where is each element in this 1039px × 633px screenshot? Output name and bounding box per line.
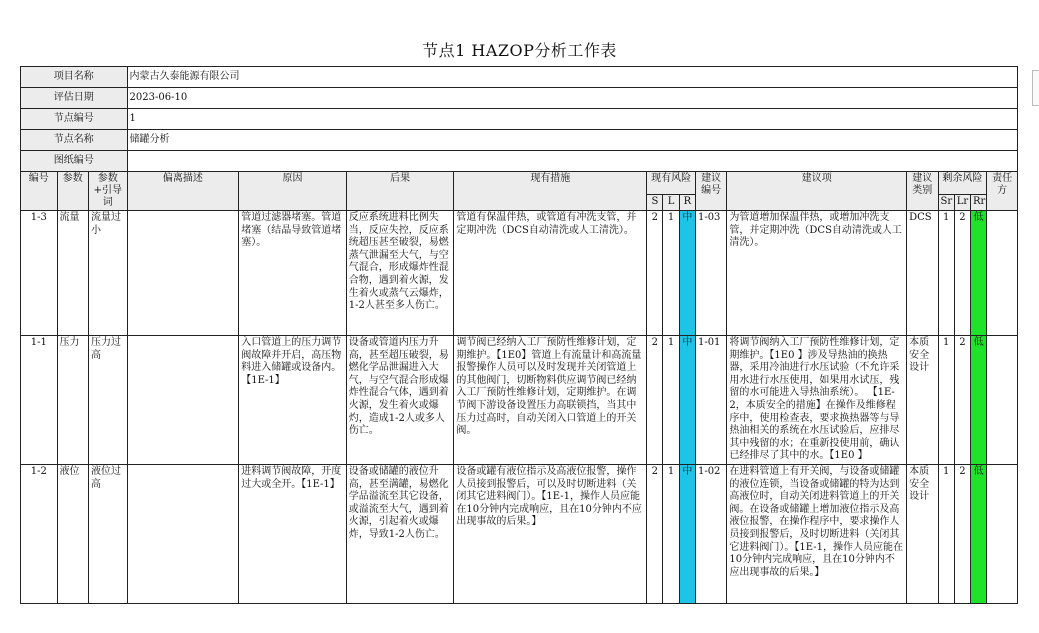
row-guide-word: 液位过高	[88, 464, 127, 603]
row-rec-no: 1-03	[695, 211, 726, 336]
assessment-date-label: 评估日期	[21, 88, 128, 109]
header-measures: 现有措施	[454, 172, 647, 211]
row-s: 2	[647, 336, 663, 465]
row-lr: 2	[954, 336, 970, 465]
header-s: S	[647, 195, 663, 211]
row-consequence: 设备或储罐的液位升高，甚至满罐，易燃化学品溢流至其它设备，或溢流至大气，遇到着火源，引起着火或爆炸，导致1-2人伤亡。	[346, 464, 454, 603]
page-title: 节点1 HAZOP分析工作表	[422, 41, 617, 60]
row-sr: 1	[938, 211, 954, 336]
info-row-node-no	[21, 109, 1018, 130]
drawing-number-label: 图纸编号	[21, 151, 128, 172]
row-r: 中	[679, 211, 695, 336]
row-no: 1-1	[21, 336, 58, 465]
row-owner	[987, 464, 1018, 603]
row-s: 2	[647, 464, 663, 603]
header-rec-no: 建议编号	[695, 172, 726, 211]
info-row-project	[21, 67, 1018, 88]
node-number-value: 1	[127, 109, 1017, 130]
header-guide-word: 参数+引导词	[88, 172, 127, 211]
row-param: 流量	[57, 211, 88, 336]
row-guide-word: 流量过小	[88, 211, 127, 336]
row-rec-no: 1-02	[695, 464, 726, 603]
row-r: 中	[679, 336, 695, 465]
row-no: 1-2	[21, 464, 58, 603]
row-param: 液位	[57, 464, 88, 603]
project-name-label: 项目名称	[21, 67, 128, 88]
row-rec-no: 1-01	[695, 336, 726, 465]
row-cause: 入口管道上的压力调节阀故障并开启，高压物料进入储罐或设备内。【1E-1】	[239, 336, 347, 465]
row-consequence: 反应系统进料比例失当，反应失控，反应系统超压甚至破裂，易燃蒸气泄漏至大气，与空气混合，形成爆炸性混合物，遇到着火源，发生着火或蒸气云爆炸，1-2人甚至多人伤亡。	[346, 211, 454, 336]
table-row	[21, 336, 1018, 465]
row-sr: 1	[938, 336, 954, 465]
node-number-label: 节点编号	[21, 109, 128, 130]
row-no: 1-3	[21, 211, 58, 336]
row-recommendation: 在进料管道上有开关阀，与设备或储罐的液位连锁，当设备或储罐的特为达到高液位时，自动关闭进料管道上的开关阀。在设备或储罐上增加液位指示及高液位报警，在操作程序中，要求操作人员接到报警后，及时切断进料（关闭其它进料阀门）。【1E-1，操作人员应能在10分钟内完成响应，且在10分钟内不应出现事故的后果。】	[727, 464, 907, 603]
row-rec-type: DCS	[907, 211, 938, 336]
row-rec-type: 本质安全设计	[907, 464, 938, 603]
row-lr: 2	[954, 464, 970, 603]
header-consequence: 后果	[346, 172, 454, 211]
header-recommendation: 建议项	[727, 172, 907, 211]
assessment-date-value: 2023-06-10	[127, 88, 1017, 109]
header-current-risk: 现有风险	[647, 172, 696, 195]
header-residual-risk: 剩余风险	[938, 172, 987, 195]
row-measures: 调节阀已经纳入工厂预防性维修计划，定期维护。【1E0】管道上有流量计和高流量报警操作人员可以及时发现并关闭管道上的其他阀门，切断物料供应调节阀已经纳入工厂预防性维修计划，定期维护。在调节阀下游设备设置压力高联锁挡，当其中压力过高时，自动关闭入口管道上的开关阀。	[454, 336, 647, 465]
header-owner: 责任方	[987, 172, 1018, 211]
header-deviation: 偏离描述	[127, 172, 239, 211]
row-param: 压力	[57, 336, 88, 465]
header-rec-type: 建议类别	[907, 172, 938, 211]
row-cause: 管道过滤器堵塞。管道堵塞（结晶导致管道堵塞）。	[239, 211, 347, 336]
drawing-number-value	[127, 151, 1017, 172]
row-guide-word: 压力过高	[88, 336, 127, 465]
row-cause: 进料调节阀故障，开度过大或全开。【1E-1】	[239, 464, 347, 603]
row-l: 1	[663, 464, 679, 603]
row-consequence: 设备或管道内压力升高，甚至超压破裂，易燃化学品泄漏进入大气，与空气混合形成爆炸性混合气体，遇到着火源，发生着火或爆灼，造成1-2人或多人伤亡。	[346, 336, 454, 465]
row-deviation	[127, 336, 239, 465]
row-recommendation: 将调节阀纳入工厂预防性维修计划，定期维护。【1E0 】涉及导热油的换热器，采用冷油进行水压试验（不允许采用水进行水压使用，如果用水试压，残留的水可能进入导热油系统）。 【1E-2，本质安全的措施】在操作及维修程序中，使用检查表，要求换热器等与导热油相关的系统在水压试验后，应排尽其中残留的水；在重新投使用前，确认已经排尽了其中的水。【1E0 】	[727, 336, 907, 465]
row-sr: 1	[938, 464, 954, 603]
hazop-worksheet	[20, 66, 1018, 604]
row-r: 中	[679, 464, 695, 603]
table-row	[21, 211, 1018, 336]
row-rr: 低	[971, 336, 987, 465]
row-recommendation: 为管道增加保温伴热，或增加冲洗支管，并定期冲洗（DCS自动清洗或人工清洗）。	[727, 211, 907, 336]
row-deviation	[127, 211, 239, 336]
row-measures: 设备或罐有液位指示及高液位报警，操作人员接到报警后，可以及时切断进料（关闭其它进料阀门）。【1E-1，操作人员应能在10分钟内完成响应，且在10分钟内不应出现事故的后果。】	[454, 464, 647, 603]
header-r: R	[679, 195, 695, 211]
row-lr: 2	[954, 211, 970, 336]
row-rr: 低	[971, 464, 987, 603]
row-s: 2	[647, 211, 663, 336]
table-header-row	[21, 172, 1018, 195]
row-deviation	[127, 464, 239, 603]
row-owner	[987, 211, 1018, 336]
header-param: 参数	[57, 172, 88, 211]
node-name-value: 储罐分析	[127, 130, 1017, 151]
node-name-label: 节点名称	[21, 130, 128, 151]
info-row-date	[21, 88, 1018, 109]
header-rr: Rr	[971, 195, 987, 211]
row-rec-type: 本质安全设计	[907, 336, 938, 465]
header-sr: Sr	[938, 195, 954, 211]
row-l: 1	[663, 211, 679, 336]
table-row	[21, 464, 1018, 603]
row-measures: 管道有保温伴热，或管道有冲洗支管，并定期冲洗（DCS自动清洗或人工清洗）。	[454, 211, 647, 336]
row-rr: 低	[971, 211, 987, 336]
row-l: 1	[663, 336, 679, 465]
header-l: L	[663, 195, 679, 211]
info-row-node-name	[21, 130, 1018, 151]
row-owner	[987, 336, 1018, 465]
header-lr: Lr	[954, 195, 970, 211]
header-cause: 原因	[239, 172, 347, 211]
info-row-drawing	[21, 151, 1018, 172]
header-no: 编号	[21, 172, 58, 211]
side-panel-tab[interactable]	[1032, 70, 1039, 106]
project-name-value: 内蒙古久泰能源有限公司	[127, 67, 1017, 88]
